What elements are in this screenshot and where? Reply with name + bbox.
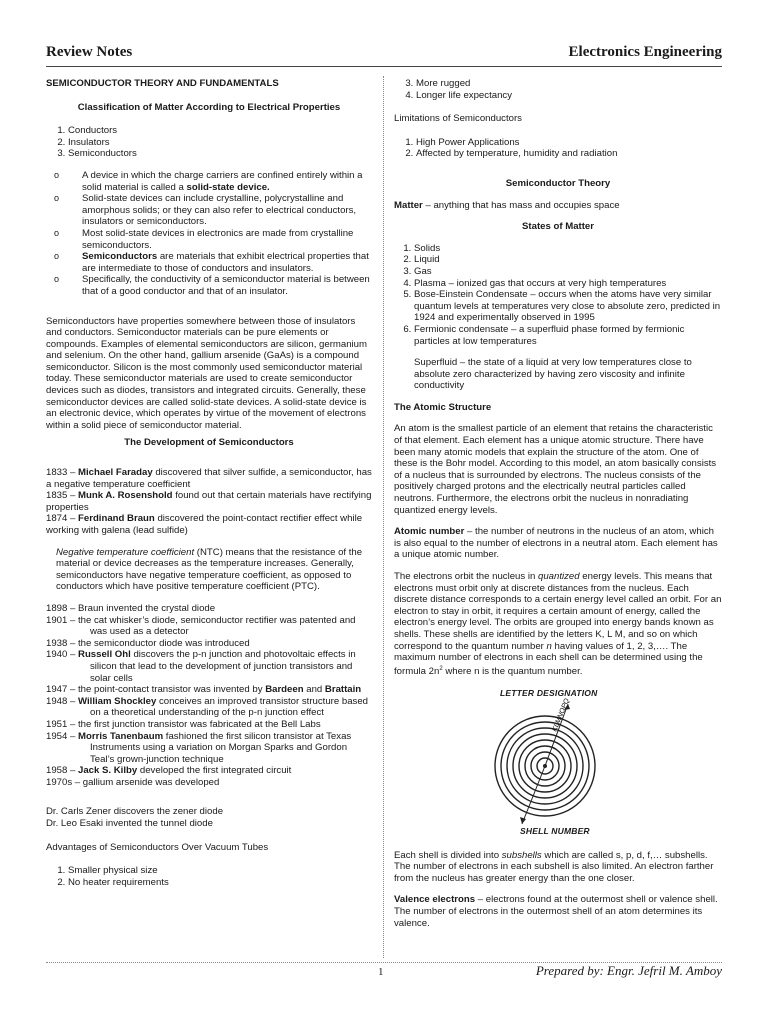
history-entry: 1940 – Russell Ohl discovers the p-n junction and photovoltaic effects in silicon that lead to the development of junction transistors and solar cells: [46, 649, 356, 684]
bullet-icon: o: [54, 251, 60, 262]
history-early: [46, 467, 372, 537]
left-column: [46, 78, 372, 888]
list-item: 3. Semiconductors: [68, 148, 372, 160]
history-later: [46, 603, 372, 789]
list-item: o Specifically, the conductivity of a semiconductor material is between that of a good conductor and that of an insulator.: [54, 274, 370, 297]
header-left: Review Notes: [46, 44, 133, 60]
list-item: 1. Conductors: [68, 125, 372, 137]
atom-paragraph: An atom is the smallest particle of an element that retains the characteristic of that element. Each element has a unique atomic structure. There have been many atomic models that explain the structure of the atom. One of these is the Bohr model. According to this model, an atom basically consists of a nucleus that is surrounded by electrons. The nucleus consists of the positively charged protons and the electrically neutral particles called neutrons. Furthermore, the electrons orbit the nucleus in nonradiating quantized energy levels.: [394, 423, 717, 516]
history-entry: 1833 – Michael Faraday discovered that silver sulfide, a semiconductor, has a negative temperature coefficient: [46, 467, 372, 490]
history-entry: 1835 – Munk A. Rosenshold found out that certain materials have rectifying properties: [46, 490, 372, 513]
superfluid-note: Superfluid – the state of a liquid at very low temperatures close to absolute zero characterized by having zero viscosity and infinite conductivity: [414, 357, 692, 392]
esaki-line: Dr. Leo Esaki invented the tunnel diode: [46, 818, 213, 830]
atomic-structure-title: The Atomic Structure: [394, 401, 492, 413]
list-item: 1. Solids: [414, 243, 722, 255]
advantages-title: Advantages of Semiconductors Over Vacuum Tubes: [46, 841, 269, 853]
history-entry: 1901 – the cat whisker’s diode, semiconductor rectifier was patented and was used as a detector: [46, 614, 356, 638]
history-entry: 1874 – Ferdinand Braun discovered the point-contact rectifier effect while working with galena (lead sulfide): [46, 513, 363, 536]
atomic-number-definition: Atomic number – the number of neutrons in the nucleus of an atom, which is also equal to the number of electrons in a neutral atom. Each element has a unique atomic number.: [394, 526, 718, 561]
column-separator: [383, 76, 384, 958]
subshell-paragraph: Each shell is divided into subshells which are called s, p, d, f,… subshells. The number of electrons in each subshell is also limited. An electron farther from the nucleus has greater energy than the one closer.: [394, 849, 714, 884]
states-list: [394, 243, 722, 347]
valence-definition: Valence electrons – electrons found at the outermost shell or valence shell. The number of electrons in the outermost shell of an atom determines its valence.: [394, 894, 718, 929]
development-title: The Development of Semiconductors: [124, 437, 294, 449]
shell-letters: KLMNOPQ: [551, 697, 571, 733]
matter-definition: Matter – anything that has mass and occupies space: [394, 199, 620, 211]
list-item: o Solid-state devices can include crystalline, polycrystalline and amorphous solids; or they can also refer to electrical conductors, insulators or semiconductors.: [54, 193, 357, 228]
advantages-list-continued: [394, 78, 722, 101]
orbit-paragraph: The electrons orbit the nucleus in quantized energy levels. This means that electrons must orbit only at discrete distances from the nucleus. Each discrete distance corresponds to a certain energy level called an orbit. For an electron to stay in orbit, it requires a certain amount of energy, called the electron’s energy level. The orbits are grouped into energy bands known as shells. These shells are identified by the letters K, L M, and so on which correspond to the quantum number n having values of 1, 2, 3,…. The maximum number of electrons in each shell can be determined using the formula $2n^2$ where n is the quantum number.: [394, 571, 722, 677]
ntc-note: Negative temperature coefficient (NTC) means that the resistance of the material or device decreases as the temperature increases. Generally, semiconductors have negative temperature coefficient, as opposed to conductors which have positive temperature coefficient (PTC).: [56, 546, 363, 593]
page-header: [46, 40, 722, 62]
bullet-icon: o: [54, 193, 60, 204]
history-entry: 1898 – Braun invented the crystal diode: [46, 602, 216, 614]
history-entry: 1948 – William Shockley conceives an improved transistor structure based on a theoretical understanding of the p-n junction effect: [46, 695, 369, 719]
list-item: o Semiconductors are materials that exhibit electrical properties that are intermediate to those of conductors and insulators.: [54, 251, 369, 274]
list-item: o Most solid-state devices in electronics are made from crystalline semiconductors.: [54, 227, 354, 251]
limitations-list: [394, 137, 722, 160]
bullet-icon: o: [54, 274, 60, 285]
list-item: 6. Fermionic condensate – a superfluid phase formed by fermionic particles at low temperatures: [414, 324, 722, 347]
theory-title: Semiconductor Theory: [505, 177, 611, 189]
letter-designation-label: LETTER DESIGNATION: [500, 687, 598, 698]
list-item: 2. No heater requirements: [68, 877, 372, 889]
history-entry: 1958 – Jack S. Kilby developed the first integrated circuit: [46, 765, 292, 777]
header-right: Electronics Engineering: [568, 44, 722, 60]
intro-paragraph: Semiconductors have properties somewhere between those of insulators and conductors. Semiconductor materials can be pure elements or compounds. Examples of elemental semiconductors are silicon, germanium and selenium. On the other hand, gallium arsenide (GaAs) is a compound semiconductor. Silicon is the most commonly used semiconductor material today. These semiconductor materials are used to create semiconductor devices such as diodes, transistors and integrated circuits. Generally, these semiconductor devices are called solid-state devices. A solid-state device is an electronic device, which operates by virtue of the movement of electrons within a solid piece of semiconductor material.: [46, 315, 368, 431]
header-rule: [46, 66, 722, 68]
list-item: 5. Bose-Einstein Condensate – occurs when the atoms have very similar quantum levels at temperatures very close to absolute zero, predicted in 1924 and experimentally observed in 1995: [414, 289, 722, 324]
atom-shell-figure: [470, 688, 620, 838]
list-item: 1. High Power Applications: [416, 137, 722, 149]
author-signature: Prepared by: Engr. Jefril M. Amboy: [535, 963, 722, 978]
list-item: 2. Insulators: [68, 137, 372, 149]
states-title: States of Matter: [522, 221, 594, 233]
limitations-title: Limitations of Semiconductors: [394, 113, 522, 125]
list-item: o A device in which the charge carriers are confined entirely within a solid material is called a solid-state device.: [54, 169, 363, 193]
zener-line: Dr. Carls Zener discovers the zener diode: [46, 806, 224, 818]
list-item: 3. More rugged: [416, 78, 722, 90]
classification-title: Classification of Matter According to Electrical Properties: [77, 101, 341, 113]
list-item: 2. Liquid: [414, 254, 722, 266]
history-entry: 1938 – the semiconductor diode was introduced: [46, 637, 250, 649]
page-number: 1: [378, 966, 384, 978]
list-item: 4. Longer life expectancy: [416, 90, 722, 102]
list-item: 3. Gas: [414, 266, 722, 278]
history-entry: 1951 – the first junction transistor was fabricated at the Bell Labs: [46, 718, 321, 730]
shell-diagram: [470, 688, 620, 838]
history-entry: 1954 – Morris Tanenbaum fashioned the first silicon transistor at Texas Instruments using a variation on Morgan Sparks and Gordon Teal’s grown-junction technique: [46, 730, 352, 765]
shell-number-label: SHELL NUMBER: [520, 825, 590, 836]
right-column: [394, 78, 722, 929]
list-item: 4. Plasma – ionized gas that occurs at very high temperatures: [414, 278, 722, 290]
classification-list: [46, 125, 372, 160]
list-item: 1. Smaller physical size: [68, 865, 372, 877]
list-item: 2. Affected by temperature, humidity and radiation: [416, 148, 722, 160]
main-title: SEMICONDUCTOR THEORY AND FUNDAMENTALS: [46, 78, 279, 89]
history-entry: 1947 – the point-contact transistor was invented by Bardeen and Brattain: [46, 684, 362, 696]
bullet-list: [46, 170, 372, 298]
advantages-list: [46, 865, 372, 888]
history-entry: 1970s – gallium arsenide was developed: [46, 776, 220, 788]
bullet-icon: o: [54, 169, 60, 180]
bullet-icon: o: [54, 227, 60, 238]
